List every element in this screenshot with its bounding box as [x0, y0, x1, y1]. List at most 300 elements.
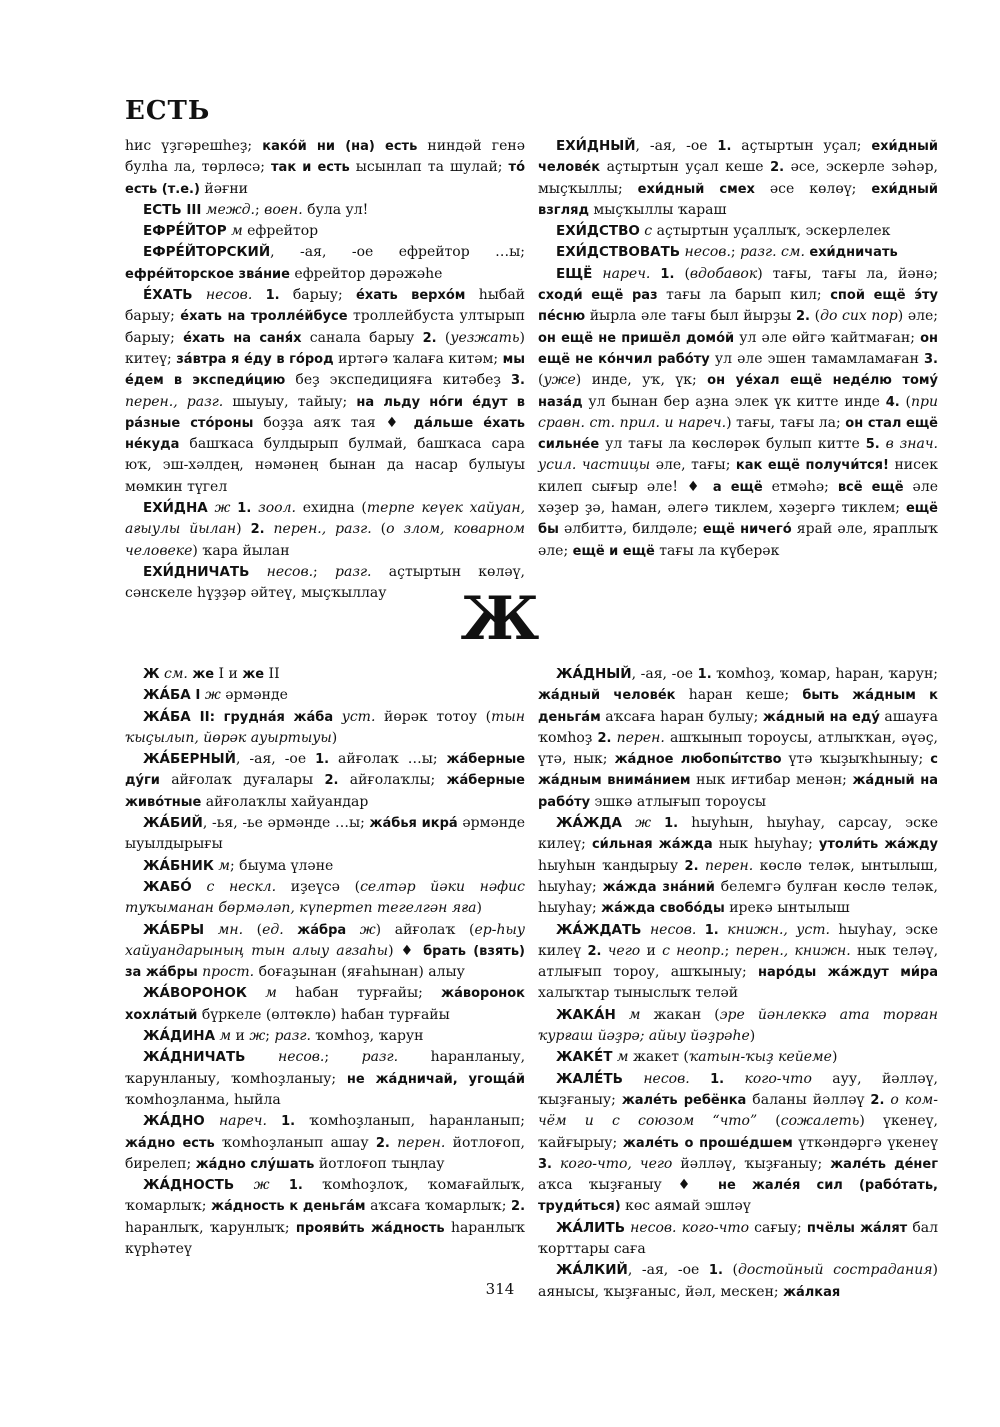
example-phrase: ещё бы: [538, 501, 938, 538]
entry-text: боҙҙа аяҡ тая ♦: [253, 414, 414, 431]
entry-text: ): [831, 1049, 838, 1066]
example-phrase: как ещё получи́тся!: [735, 458, 889, 474]
grammar-note: о ком-чём и с союзом “что”: [538, 1091, 938, 1130]
grammar-note: при сравн. ст. прил. и нареч.: [538, 393, 938, 431]
entry-text: иртәгә ҡалаға китәм;: [333, 350, 503, 367]
column-top-right: [538, 136, 938, 562]
entry-text: , -ая, -ое: [631, 666, 698, 682]
entry-text: була ул!: [302, 201, 369, 218]
example-phrase: он ещё не ко́нчил рабо́ту: [538, 330, 938, 367]
dictionary-entry: [125, 1047, 525, 1111]
example-phrase: мы е́дем в экспеди́цию: [125, 351, 525, 389]
example-phrase: 1.: [315, 752, 330, 768]
example-phrase: 1.: [717, 139, 732, 154]
example-phrase: он ещё не пришёл домо́й: [538, 330, 735, 346]
grammar-note: с неопр.: [662, 942, 725, 959]
entry-text: ул тағы ла көслөрәк булып китте: [599, 436, 866, 453]
entry-text: аҡса ҡыҙғаныу ♦: [538, 1177, 719, 1194]
dictionary-entry: [125, 1026, 525, 1047]
grammar-note: прост.: [202, 964, 255, 981]
entry-text: I и: [214, 666, 243, 682]
example-phrase: на льду но́ги е́дут в ра́зные сто́роны: [125, 394, 525, 431]
example-phrase: 2.: [250, 522, 265, 538]
grammar-note: селтәр йәки нәфис туҡыманан бөрмәләп, күпертеп тегелгән яға: [125, 878, 526, 917]
grammar-note: м: [219, 1028, 232, 1045]
entry-text: ) тағы, тағы ла;: [726, 414, 846, 431]
headword: ЕХИ́ДСТВОВАТЬ: [556, 244, 681, 261]
entry-text: [249, 564, 266, 580]
example-phrase: 3.: [538, 1156, 552, 1172]
grammar-note: м: [616, 1049, 629, 1066]
dictionary-entry: [125, 498, 525, 562]
headword: ЕФРЕ́ЙТОРСКИЙ: [143, 244, 271, 261]
grammar-note: ед.: [262, 921, 284, 938]
entry-text: нык теләү, атлығып тороу, ашҡыныу;: [538, 942, 939, 981]
entry-text: (: [538, 372, 544, 389]
page-number: 314: [485, 1280, 515, 1298]
example-phrase: жа́дность к деньга́м: [211, 1199, 366, 1215]
example-phrase: 2.: [422, 330, 437, 346]
grammar-note: несов. кого-что: [630, 1219, 750, 1236]
headword: ЕХИ́ДНЫЙ: [556, 138, 636, 154]
entry-text: [719, 922, 727, 938]
dictionary-entry: [538, 242, 938, 263]
headword: ЖА́ДНЫЙ: [556, 666, 632, 682]
headword: ЖА́БРЫ: [143, 921, 205, 938]
example-phrase: 2.: [375, 1135, 390, 1151]
entry-text: II: [264, 666, 280, 682]
dictionary-entry: [538, 920, 938, 1005]
example-phrase: ехи́дный смех: [637, 181, 755, 197]
entry-text: һаранлыҡ, ҡарунлыҡ;: [125, 1219, 296, 1236]
example-phrase: быть жа́дным к деньга́м: [538, 688, 938, 725]
entry-text: , -ая, -ое ефрейтор …ы;: [270, 244, 525, 261]
entry-text: и: [640, 942, 663, 959]
dictionary-entry: [125, 920, 525, 984]
entry-text: ) үкенеү, ҡайғырыу;: [538, 1113, 938, 1151]
entry-text: ысынлап та шулай;: [349, 159, 509, 176]
example-phrase: 1.: [710, 1071, 725, 1087]
example-phrase: он стал ещё сильне́е: [538, 415, 939, 453]
entry-text: (: [899, 393, 911, 410]
entry-text: айғолаҡлы;: [338, 772, 447, 789]
entry-text: айғолаҡ дуғалары: [159, 772, 325, 789]
grammar-note: зоол.: [258, 500, 296, 517]
entry-text: [696, 922, 704, 938]
entry-text: ) ♦: [388, 942, 424, 959]
entry-text: көслө теләк, ынтылыш, һыуһау;: [538, 857, 939, 895]
grammar-note: несов.: [643, 1070, 690, 1087]
grammar-note: перен., разг.: [273, 521, 372, 538]
entry-text: әлбиттә, билдәле;: [558, 521, 703, 538]
entry-text: [245, 1049, 278, 1065]
headword: ЖА́БА I: [143, 687, 201, 704]
entry-text: (: [371, 521, 387, 538]
grammar-note: уезжать: [450, 329, 520, 346]
headword: ЖА́ДНИЧАТЬ: [143, 1049, 246, 1066]
example-phrase: 2.: [597, 730, 612, 746]
example-phrase: же: [192, 667, 215, 682]
entry-text: [616, 1007, 629, 1023]
entry-text: ) айғолаҡ (: [375, 921, 475, 938]
entry-text: ;: [724, 942, 736, 959]
entry-text: һыуһын, һыуһау, сарсау, эске килеү;: [538, 815, 939, 853]
running-head: ЕСТЬ: [125, 96, 211, 126]
example-phrase: с жа́дным внима́нием: [538, 752, 938, 789]
grammar-note: перен., разг.: [125, 393, 224, 410]
entry-text: [724, 1071, 744, 1087]
example-phrase: же: [242, 667, 265, 682]
entry-text: санала барыу: [301, 329, 423, 346]
headword: Ж: [143, 666, 160, 682]
entry-text: [333, 709, 342, 725]
entry-text: нык һыуһау;: [712, 836, 819, 853]
grammar-note: мн.: [217, 921, 244, 938]
entry-text: ирекә ынтылыш: [724, 900, 850, 917]
example-phrase: брать (взять) за жа́бры: [125, 943, 525, 981]
dictionary-entry: [125, 221, 525, 242]
grammar-note: ж: [249, 1028, 266, 1045]
grammar-note: перен.: [397, 1134, 446, 1151]
entry-text: ;: [255, 201, 265, 218]
headword: ЖА́ДНО: [143, 1113, 205, 1130]
example-phrase: жа́жда зна́ний: [602, 879, 715, 895]
entry-text: ) тағы, тағы ла, йәнә;: [757, 265, 939, 282]
entry-text: бал ҡорттары саға: [538, 1219, 939, 1258]
entry-text: ниндәй генә булһа ла, төрлөсә;: [125, 138, 526, 176]
entry-text: нык иғтибар менән;: [690, 772, 853, 789]
dictionary-entry: [125, 664, 525, 685]
entry-text: [252, 287, 265, 303]
entry-text: [208, 500, 215, 516]
grammar-note: чего: [607, 942, 641, 959]
example-phrase: жале́ть о проше́дшем: [622, 1135, 793, 1151]
example-phrase: ещё ничего́: [702, 522, 792, 538]
headword: ЖА́БНИК: [143, 857, 214, 874]
entry-text: (: [436, 329, 451, 346]
example-phrase: 1.: [708, 1263, 723, 1279]
entry-text: ул әле эшен тамамламаған: [709, 350, 925, 367]
entry-text: аҫтыртын уҫал кеше: [600, 159, 771, 176]
grammar-note: эре йәнлеккә ата торған ҡурғаш йәҙрә; айыу йәҙрәһе: [538, 1006, 938, 1045]
entry-text: ) инде, уҡ, үк;: [575, 372, 708, 389]
entry-text: ҡомһоҙ, ҡомар, һаран, ҡарун;: [711, 666, 938, 682]
grammar-note: перен., книжн.: [735, 942, 851, 959]
example-phrase: ехи́дный взгляд: [538, 181, 939, 218]
headword: ЖАБО́: [143, 878, 192, 895]
example-phrase: а ещё: [712, 479, 763, 495]
entry-text: йәғни: [199, 180, 248, 197]
example-phrase: спой ещё э́ту пе́сню: [538, 288, 938, 325]
example-phrase: сходи́ ещё раз: [538, 288, 658, 304]
entry-text: ): [476, 900, 482, 917]
entry-text: тағы ла күберәк: [654, 542, 780, 559]
entry-text: нисек килеп сығыр әле! ♦: [538, 457, 939, 495]
entry-text: , -ая, -ое: [235, 751, 316, 768]
section-letter: Ж: [460, 584, 540, 654]
grammar-note: несов.: [266, 563, 314, 580]
grammar-note: нареч.: [602, 265, 651, 282]
entry-text: троллейбуста ултырып барыу;: [125, 308, 525, 346]
headword: ЖА́БА II:: [143, 708, 216, 725]
entry-text: һис үҙгәрешһеҙ;: [125, 138, 263, 154]
headword: ЖАКА́Н: [556, 1006, 616, 1023]
example-phrase: 2.: [796, 309, 810, 325]
entry-text: [623, 1071, 643, 1087]
headword: ЕХИ́ДНИЧАТЬ: [143, 563, 250, 580]
entry-text: тағы ла барып кил;: [657, 287, 831, 304]
example-phrase: 2.: [770, 160, 785, 176]
entry-text: (: [757, 1113, 781, 1130]
grammar-note: межд.: [205, 201, 255, 218]
grammar-note: м: [265, 985, 277, 1002]
entry-text: ҡомһоҙланма, һыйла: [125, 1091, 281, 1108]
entry-text: йырла әле тағы был йырҙы: [585, 308, 797, 325]
entry-text: ) аянысы, ҡыҙғаныс, йәл, мескен;: [538, 1262, 938, 1300]
column-bottom-right: [538, 664, 938, 1303]
grammar-note: разг.: [274, 1028, 311, 1045]
entry-text: халыҡтар тыныслыҡ теләй: [538, 985, 739, 1002]
grammar-note: ж: [214, 500, 231, 517]
dictionary-entry: [125, 242, 525, 285]
entry-text: ауу, йәлләү, ҡыҙғаныу;: [538, 1070, 938, 1108]
dictionary-entry: [538, 1047, 938, 1068]
grammar-note: м: [628, 1006, 641, 1023]
entry-text: ҡомһоҙ, ҡарун: [310, 1028, 424, 1045]
entry-text: [552, 1156, 560, 1172]
example-phrase: жа́бья икра́: [369, 816, 458, 832]
entry-text: [651, 815, 664, 831]
grammar-note: несов.: [277, 1049, 325, 1066]
example-phrase: не жале́я сил (рабо́тать, труди́ться): [538, 1178, 938, 1215]
headword: ЖА́ВОРОНОК: [143, 985, 247, 1002]
entry-text: әсе, эскерле зәһәр, мыҫҡыллы;: [538, 159, 938, 197]
headword: ЖА́ЖДА: [556, 815, 622, 832]
example-phrase: так и есть: [271, 160, 350, 176]
entry-text: ашауға ҡомһоҙ: [538, 708, 938, 746]
entry-text: [270, 1177, 289, 1193]
headword: ЖА́БИЙ: [143, 815, 203, 832]
entry-text: [215, 709, 224, 725]
grammar-note: сожалеть: [780, 1113, 860, 1130]
entry-text: үткәндәргә үкенеү: [792, 1134, 938, 1151]
example-phrase: 3.: [511, 373, 525, 389]
grammar-note: кого-что, чего: [559, 1155, 673, 1172]
example-phrase: жа́лкая: [783, 1284, 841, 1300]
grammar-note: вдобавок: [689, 265, 758, 282]
entry-text: аҡсаға һаран булыу;: [600, 708, 763, 725]
grammar-note: до сих пор: [820, 308, 898, 325]
dictionary-entry: [125, 1175, 525, 1260]
entry-text: әсе көлөү;: [754, 180, 872, 197]
entry-text: көс аямай эшләү: [620, 1198, 751, 1215]
entry-text: һаранланыу, ҡарунланыу, ҡомһоҙланыу;: [125, 1049, 526, 1087]
headword: ЕХИ́ДСТВО: [556, 223, 640, 240]
dictionary-entry: [538, 264, 938, 562]
entry-text: [267, 1113, 281, 1129]
dictionary-entry: [538, 1005, 938, 1048]
entry-text: ) әле;: [897, 308, 938, 325]
entry-text: әле, тағы;: [650, 457, 736, 474]
entry-text: һыуһын ҡандырыу: [538, 857, 685, 874]
entry-text: (: [722, 1262, 738, 1279]
entry-text: [205, 1113, 219, 1129]
entry-text: белемгә булған көслө теләк, һыуһау;: [538, 878, 938, 917]
grammar-note: книжн., уст.: [727, 921, 830, 938]
example-phrase: 2.: [587, 943, 602, 959]
dictionary-entry: [538, 136, 938, 221]
example-phrase: наро́ды жа́ждут ми́ра: [758, 965, 939, 981]
dictionary-entry: [125, 877, 525, 920]
entry-text: ҡомһоҙланып ашау: [214, 1134, 376, 1151]
dictionary-entry: [125, 749, 525, 813]
grammar-note: ер-һыу хайуандарының тын алыу ағзаһы: [125, 921, 526, 959]
column-bottom-left: [125, 664, 525, 1260]
example-phrase: ехи́дный челове́к: [538, 139, 938, 176]
entry-text: аҫтыртын уҫаллыҡ, эскерлелек: [652, 223, 891, 240]
entry-text: ): [749, 1028, 756, 1045]
example-phrase: не жа́дничай, угоща́й: [346, 1071, 525, 1087]
entry-text: ехидна (: [295, 500, 367, 517]
entry-text: үтә ҡыҙыҡһыныу;: [781, 751, 931, 768]
grammar-note: тын ҡыҫылып, йөрәк ауыртыуы: [125, 708, 525, 746]
example-phrase: си́льная жа́жда: [591, 837, 713, 853]
grammar-note: разг. см.: [740, 244, 805, 261]
entry-text: һыбай барыу;: [125, 287, 525, 325]
entry-text: ) ҡара йылан: [192, 542, 290, 559]
entry-text: йөрәк тотоу (: [375, 708, 492, 725]
entry-text: әле хәҙер ҙә, һаман, әлегә тиклем, хәҙергә тиклем;: [538, 478, 938, 517]
grammar-note: ж: [635, 815, 652, 832]
grammar-note: уст.: [341, 708, 376, 725]
entry-text: һаранлыҡ күрһәтеү: [125, 1219, 526, 1258]
grammar-note: достойный сострадания: [737, 1262, 933, 1279]
example-phrase: жа́бра: [297, 922, 347, 938]
grammar-note: уже: [543, 372, 576, 389]
entry-text: [690, 1071, 710, 1087]
example-phrase: жа́берные живо́тные: [125, 773, 525, 810]
headword: ЕФРЕ́ЙТОР: [143, 223, 227, 240]
entry-text: һыуһау, эске килеү: [538, 921, 939, 959]
entry-text: [641, 922, 649, 938]
headword: ЖА́ДНОСТЬ: [143, 1177, 235, 1194]
entry-text: ул бынан бер аҙна элек үк китте инде: [582, 393, 886, 410]
entry-text: [192, 879, 207, 895]
grammar-note: см.: [163, 666, 188, 682]
grammar-note: м: [231, 223, 243, 240]
entry-text: әрмәнде: [220, 687, 288, 704]
example-phrase: за́втра я е́ду в го́род: [176, 351, 334, 367]
entry-text: ): [236, 521, 251, 538]
entry-text: ярай әле, яраплыҡ әле;: [538, 521, 938, 559]
entry-text: ефрейтор дәрәжәһе: [289, 265, 443, 282]
entry-text: сағыу;: [749, 1219, 807, 1236]
example-phrase: жа́дный на рабо́ту: [538, 773, 938, 810]
example-phrase: 2.: [684, 858, 699, 874]
entry-text: бүркеле (өлтөклө) һабан турғайы: [197, 1006, 450, 1023]
entry-text: айғолаҡлы хайуандар: [201, 793, 369, 810]
example-phrase: ефре́йторское зва́ние: [125, 266, 290, 282]
headword: ЕХИ́ДНА: [143, 500, 208, 517]
grammar-note: воен.: [264, 201, 303, 218]
entry-text: ; быума үләне: [229, 857, 334, 874]
dictionary-entry: [538, 1218, 938, 1261]
headword: ЕЩЁ: [556, 265, 593, 282]
entry-text: йотлоғоп, бирелеп;: [125, 1134, 525, 1172]
example-phrase: да́льше е́хать не́куда: [125, 415, 525, 453]
grammar-note: ж: [204, 687, 221, 704]
grammar-note: перен.: [616, 729, 665, 746]
example-phrase: жа́дный челове́к: [538, 688, 676, 704]
entry-text: [592, 266, 602, 282]
example-phrase: он уе́хал ещё неде́лю тому́ наза́д: [538, 373, 938, 410]
example-phrase: жа́дно слу́шать: [195, 1156, 315, 1172]
entry-text: ;: [730, 244, 741, 261]
entry-text: иҙеүсә (: [276, 878, 361, 895]
dictionary-entry: [538, 813, 938, 919]
dictionary-entry: [125, 285, 525, 498]
grammar-note: с нескл.: [206, 878, 277, 895]
entry-text: беҙ экспедицияға китәбеҙ: [285, 372, 512, 389]
entry-text: йотлоғоп тыңлау: [314, 1155, 445, 1172]
dictionary-entry: [538, 664, 938, 813]
dictionary-entry: [125, 1111, 525, 1175]
grammar-note: несов.: [205, 287, 253, 304]
entry-text: башҡаса булдырып булмай, башҡаса сара юҡ, эш-хәлдең, нәмәнең бынан да насар булыуы мөмкин түгел: [125, 436, 525, 495]
grammar-note: терпе кеүек хайуан, ағыулы йылан: [125, 500, 526, 538]
example-phrase: всё ещё: [837, 479, 904, 495]
entry-text: һаран кеше;: [675, 687, 803, 704]
grammar-note: разг.: [335, 563, 372, 580]
example-phrase: 2.: [870, 1092, 885, 1108]
example-phrase: 1.: [288, 1178, 303, 1194]
entry-text: жакан (: [640, 1006, 720, 1023]
entry-text: [204, 922, 218, 938]
entry-text: , -ая, -ое: [627, 1262, 709, 1279]
example-phrase: 3.: [924, 351, 938, 367]
entry-text: ): [331, 729, 338, 746]
entry-text: , -ья, -ье әрмәнде …ы;: [202, 815, 370, 832]
example-phrase: жа́жда свобо́ды: [601, 901, 725, 917]
example-phrase: 2.: [324, 773, 339, 789]
example-phrase: е́хать на саня́х: [183, 330, 302, 346]
example-phrase: 5.: [865, 437, 880, 453]
grammar-note: ҡатын-ҡыҙ кейеме: [688, 1049, 832, 1066]
example-phrase: 1.: [265, 288, 280, 304]
headword: ЖА́ДИНА: [143, 1028, 216, 1045]
example-phrase: пчёлы жа́лят: [806, 1220, 908, 1236]
entry-text: , -ая, -ое: [635, 138, 718, 154]
example-phrase: жале́ть ребёнка: [621, 1092, 747, 1108]
grammar-note: ж: [253, 1177, 270, 1194]
entry-text: ул әле өйгә ҡайтмаған;: [734, 329, 921, 346]
grammar-note: в знач. усил. частицы: [538, 436, 938, 474]
entry-text: ашҡынып тороусы, атлыҡҡан, әүәҫ, үтә, нык;: [538, 729, 939, 768]
dictionary-entry: [125, 856, 525, 877]
entry-text: (: [243, 921, 263, 938]
example-phrase: 1.: [664, 816, 679, 832]
headword: ЖА́БЕРНЫЙ: [143, 751, 236, 768]
entry-text: [193, 287, 206, 303]
entry-text: аҫтыртын уҫал;: [731, 138, 872, 154]
entry-text: жакет (: [628, 1049, 689, 1066]
entry-text: (: [810, 308, 821, 325]
dictionary-entry: [125, 983, 525, 1026]
example-phrase: утоли́ть жа́жду: [818, 837, 938, 853]
entry-text: йәлләү, ҡыҙғаныу;: [672, 1155, 831, 1172]
example-phrase: жа́дный на еду́: [762, 709, 880, 725]
grammar-note: несов.: [684, 244, 731, 261]
